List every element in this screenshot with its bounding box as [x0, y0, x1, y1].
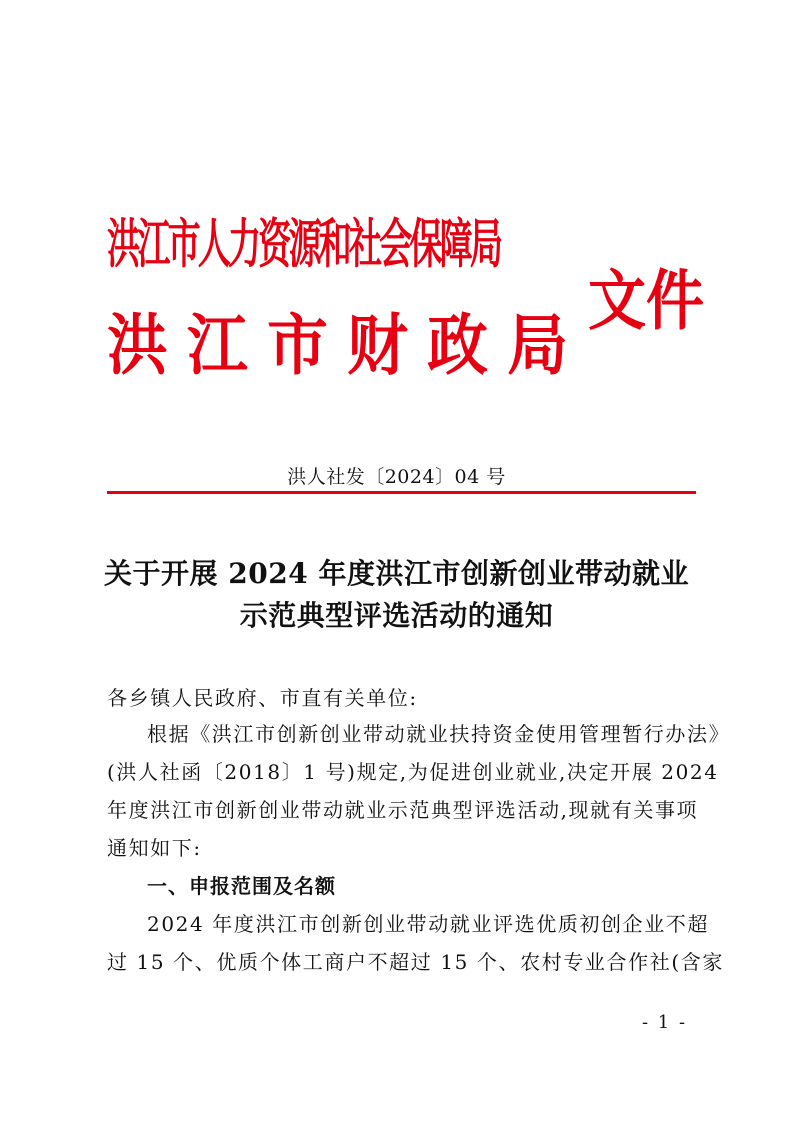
header-issuer-line-2: 洪江市财政局	[107, 307, 588, 384]
salutation: 各乡镇人民政府、市直有关单位:	[107, 686, 418, 710]
page-number: - 1 -	[642, 1012, 688, 1033]
section-1-line-2: 过 15 个、优质个体工商户不超过 15 个、农村专业合作社(含家	[107, 950, 724, 974]
header-issuer-line-1: 洪江市人力资源和社会保障局	[107, 212, 501, 275]
intro-line-1: 根据《洪江市创新创业带动就业扶持资金使用管理暂行办法》	[147, 722, 731, 746]
intro-line-3: 年度洪江市创新创业带动就业示范典型评选活动,现就有关事项	[107, 798, 699, 822]
header-document-label: 文件	[588, 262, 705, 339]
red-divider-line	[107, 491, 696, 494]
intro-line-4: 通知如下:	[107, 836, 202, 860]
section-1-line-1: 2024 年度洪江市创新创业带动就业评选优质初创企业不超	[147, 912, 710, 936]
document-number: 洪人社发〔2024〕04 号	[287, 466, 506, 488]
section-1-heading: 一、申报范围及名额	[147, 874, 336, 898]
document-title-line-2: 示范典型评选活动的通知	[239, 599, 554, 632]
document-title-line-1: 关于开展 2024 年度洪江市创新创业带动就业	[104, 557, 689, 590]
intro-line-2: (洪人社函〔2018〕1 号)规定,为促进创业就业,决定开展 2024	[107, 760, 719, 784]
